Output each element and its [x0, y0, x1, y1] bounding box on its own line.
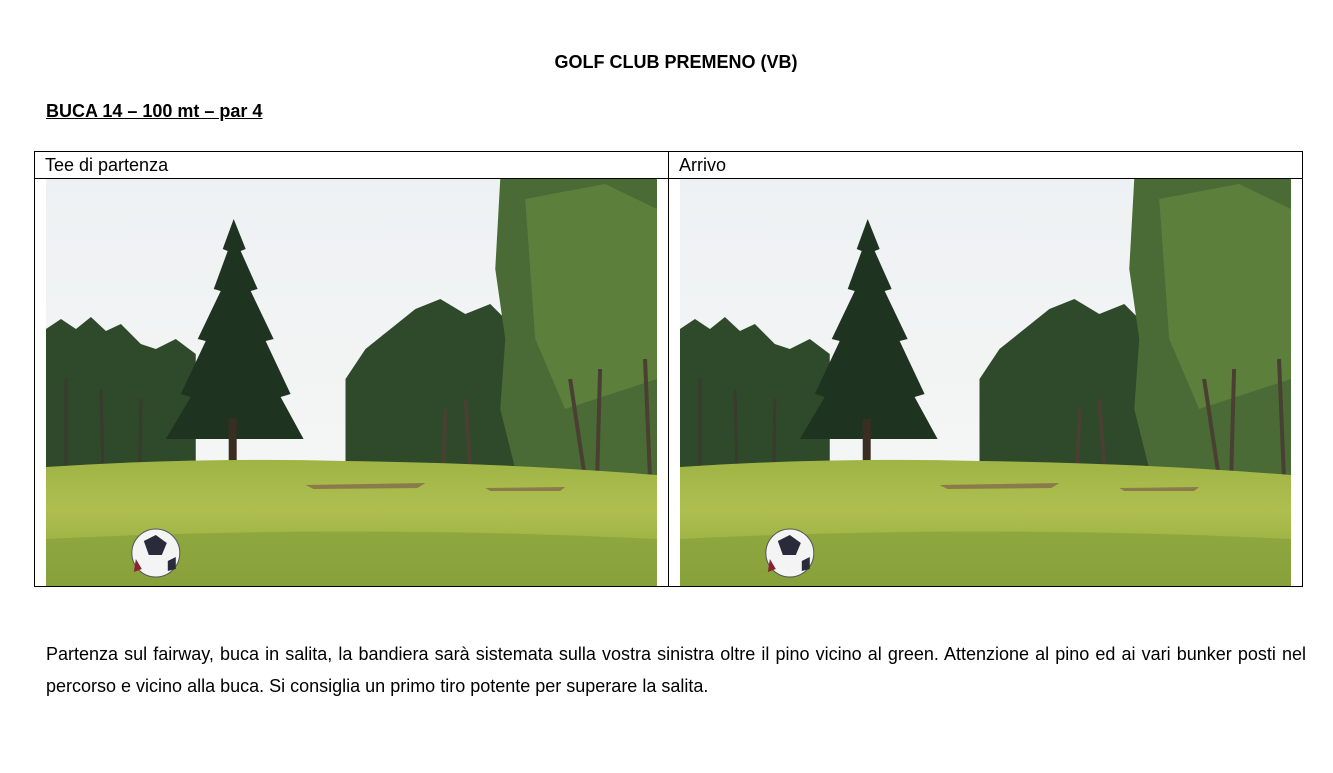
hole-description: Partenza sul fairway, buca in salita, la bandiera sarà sistemata sulla vostra sinistra oltre il pino vicino al green. Attenzione al pino ed ai vari bunker posti nel percorso e vicino alla buca. Si consiglia un primo tiro potente per superare la salita. — [46, 644, 1306, 696]
photo-table — [34, 151, 1303, 587]
tee-caption: Tee di partenza — [45, 155, 169, 175]
left-caption-cell — [35, 152, 669, 179]
tee-photo — [46, 179, 657, 586]
right-caption-cell — [669, 152, 1303, 179]
right-photo-cell — [669, 179, 1303, 587]
arrival-photo — [680, 179, 1291, 586]
page-title: GOLF CLUB PREMENO (VB) — [554, 52, 798, 72]
arrival-caption: Arrivo — [679, 155, 727, 175]
left-photo-cell — [35, 179, 669, 587]
fairway-scene — [680, 179, 1291, 586]
hole-subtitle: BUCA 14 – 100 mt – par 4 — [46, 101, 263, 121]
fairway-scene — [46, 179, 657, 586]
